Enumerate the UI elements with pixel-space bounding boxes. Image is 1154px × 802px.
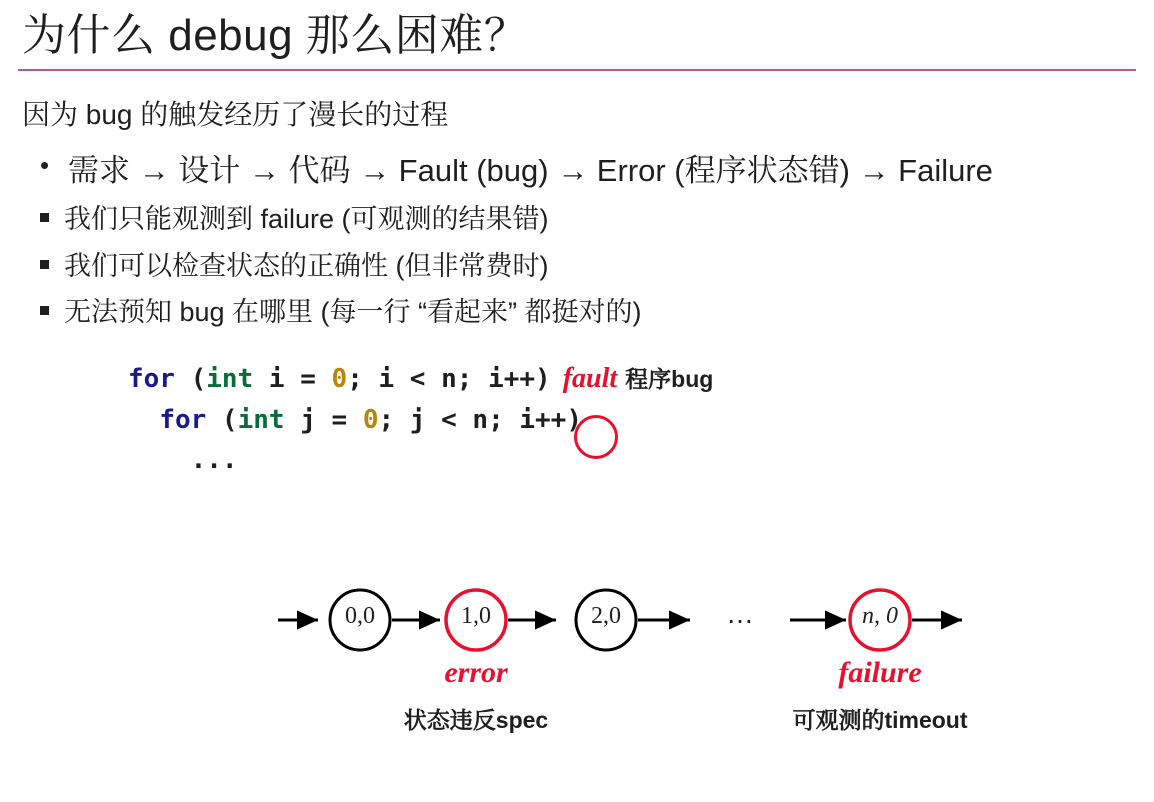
fault-label: fault (562, 362, 618, 394)
code-text: ; i < n; i++) (347, 363, 551, 394)
code-line-3 (128, 440, 1154, 480)
fault-note: 程序bug (625, 365, 714, 392)
code-text: ( (174, 363, 207, 394)
code-text: ( (206, 405, 238, 435)
bug-highlight-circle-icon (574, 415, 618, 459)
code-text: i = (253, 363, 332, 394)
bullet-list-level1 (0, 151, 1154, 191)
code-keyword-for: for (159, 405, 207, 435)
diagram-ellipsis: … (726, 598, 754, 629)
state-label-n: n, 0 (862, 603, 898, 629)
state-label-0: 0,0 (345, 603, 375, 629)
code-keyword-int: int (206, 363, 254, 394)
failure-label: failure (838, 656, 922, 689)
error-caption: 状态违反spec (403, 707, 549, 733)
list-item: 我们只能观测到 failure (可观测的结果错) (38, 201, 1154, 237)
title-divider (18, 69, 1136, 71)
code-block (0, 357, 1154, 481)
state-transition-diagram (0, 560, 1154, 770)
code-number: 0 (331, 363, 348, 394)
code-line-2 (128, 400, 1154, 440)
lead-text: 因为 bug 的触发经历了漫长的过程 (22, 99, 449, 130)
failure-caption: 可观测的timeout (792, 707, 968, 733)
code-ellipsis: ... (190, 445, 238, 476)
code-text: j = (284, 405, 363, 435)
code-keyword-int: int (237, 405, 285, 435)
list-item: 无法预知 bug 在哪里 (每一行 “看起来” 都挺对的) (38, 294, 1154, 330)
state-label-1: 1,0 (461, 603, 491, 629)
page-title: 为什么 debug 那么困难？ (22, 11, 529, 60)
list-item: 我们可以检查状态的正确性 (但非常费时) (38, 248, 1154, 284)
bullet-list-level2 (0, 201, 1154, 330)
code-text: ; j < n; i++) (378, 405, 582, 435)
code-keyword-for: for (128, 363, 175, 394)
list-item: • 需求 → 设计 → 代码 → Fault (bug) → Error (程序状态错) → Failure (38, 151, 1154, 191)
error-label: error (444, 656, 508, 689)
code-line-1 (128, 357, 1154, 400)
code-number: 0 (362, 405, 379, 435)
state-label-2: 2,0 (591, 603, 621, 629)
